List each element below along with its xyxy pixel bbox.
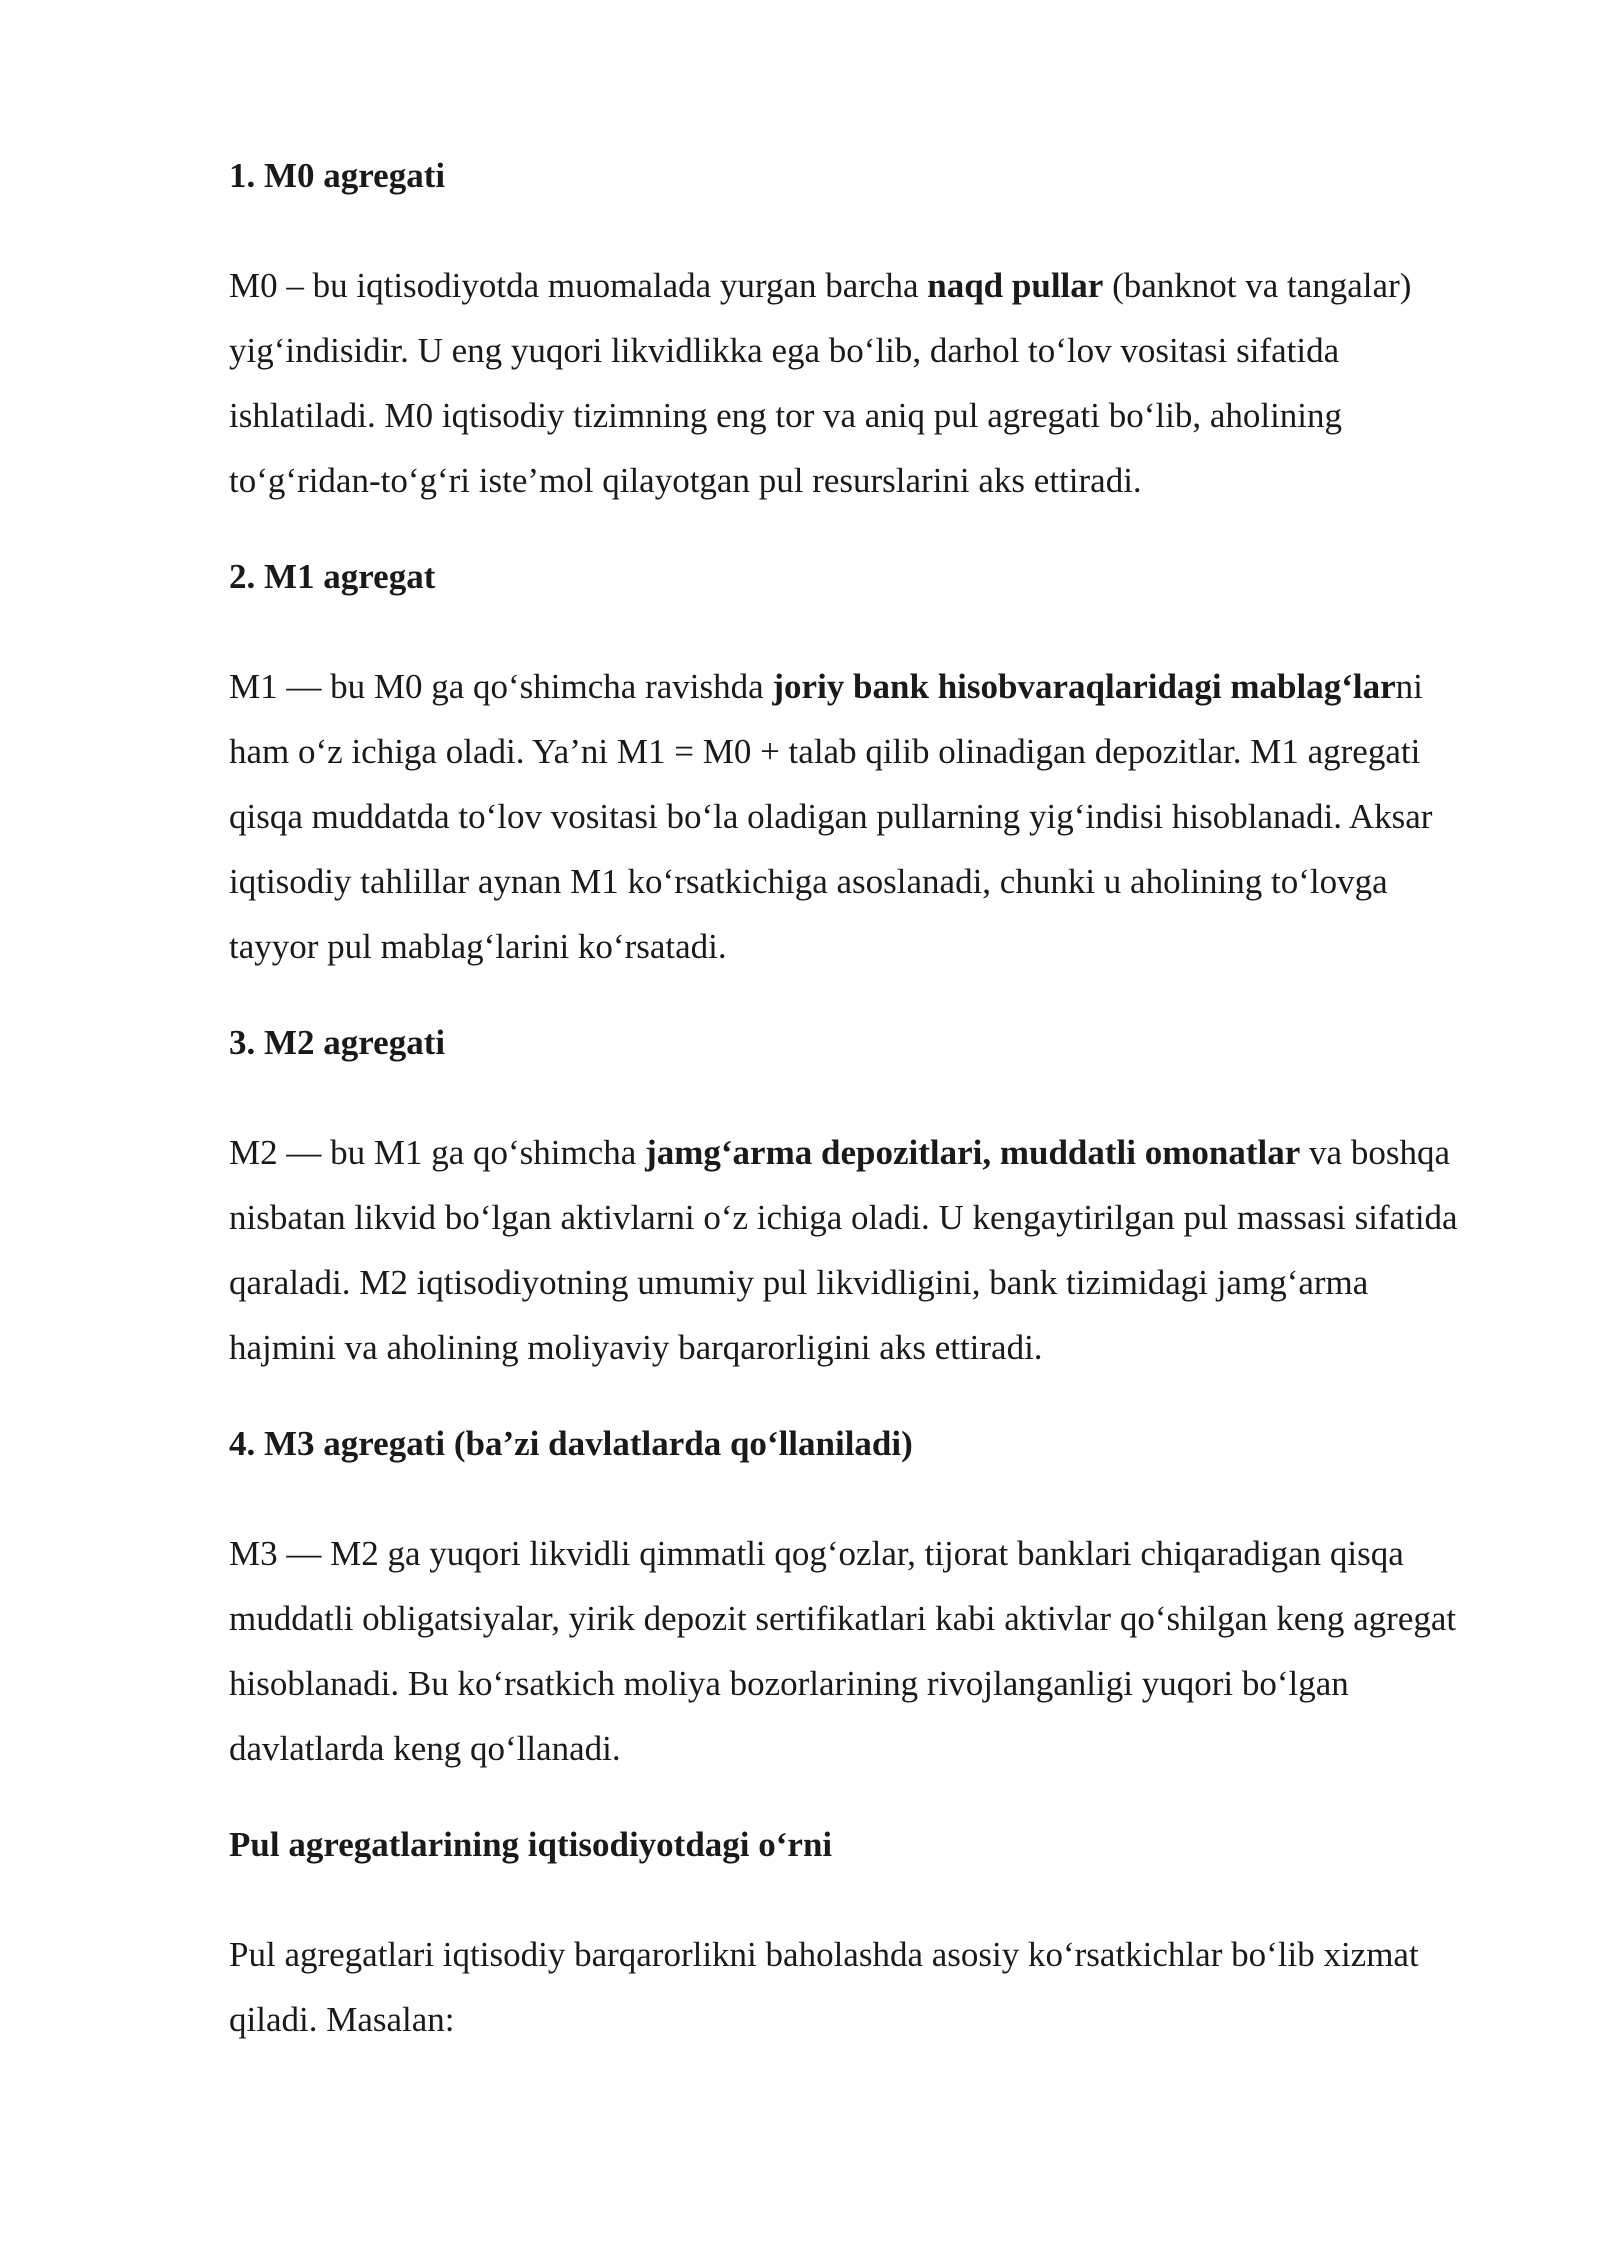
section-paragraph-m3 xyxy=(229,1521,1469,1781)
paragraph-text: ni ham o‘z ichiga oladi. Ya’ni M1 = M0 + talab qilib olinadigan depozitlar. M1 agregati qisqa muddatda to‘lov vositasi bo‘la oladigan pullarning yig‘indisi hisoblanadi. Aksar iqtisodiy tahlillar aynan M1 ko‘rsatkichiga asoslanadi, chunki u aholining to‘lovga tayyor pul mablag‘larini ko‘rsatadi. xyxy=(229,667,1433,966)
paragraph-text: M1 — bu M0 ga qo‘shimcha ravishda xyxy=(229,667,773,706)
paragraph-bold-text: naqd pullar xyxy=(927,266,1104,305)
paragraph-text: M3 — M2 ga yuqori likvidli qimmatli qog‘ozlar, tijorat banklari chiqaradigan qisqa muddatli obligatsiyalar, yirik depozit sertifikatlari kabi aktivlar qo‘shilgan keng agregat hisoblanadi. Bu ko‘rsatkich moliya bozorlarining rivojlanganligi yuqori bo‘lgan davlatlarda keng qo‘llanadi. xyxy=(229,1534,1457,1768)
section-heading-m3: 4. M3 agregati (ba’zi davlatlarda qo‘llaniladi) xyxy=(229,1424,913,1463)
section-paragraph-m0 xyxy=(229,253,1469,513)
section-heading-m0: 1. M0 agregati xyxy=(229,156,446,195)
paragraph-text: (banknot va tangalar) yig‘indisidir. U eng yuqori likvidlikka ega bo‘lib, darhol to‘lov vositasi sifatida ishlatiladi. M0 iqtisodiy tizimning eng tor va aniq pul agregati bo‘lib, aholining to‘g‘ridan-to‘g‘ri iste’mol qilayotgan pul resurslarini aks ettiradi. xyxy=(229,266,1412,500)
paragraph-text: M0 – bu iqtisodiyotda muomalada yurgan barcha xyxy=(229,266,928,305)
section-heading-m2: 3. M2 agregati xyxy=(229,1023,446,1062)
paragraph-text: M2 — bu M1 ga qo‘shimcha xyxy=(229,1133,646,1172)
section-paragraph-m1 xyxy=(229,654,1469,979)
paragraph-text: Pul agregatlari iqtisodiy barqarorlikni baholashda asosiy ko‘rsatkichlar bo‘lib xizmat qiladi. Masalan: xyxy=(229,1935,1419,2039)
section-paragraph-role xyxy=(229,1922,1469,2052)
section-heading-role: Pul agregatlarining iqtisodiyotdagi o‘rni xyxy=(229,1825,833,1864)
paragraph-text: va boshqa nisbatan likvid bo‘lgan aktivlarni o‘z ichiga oladi. U kengaytirilgan pul massasi sifatida qaraladi. M2 iqtisodiyotning umumiy pul likvidligini, bank tizimidagi jamg‘arma hajmini va aholining moliyaviy barqarorligini aks ettiradi. xyxy=(229,1133,1458,1367)
section-paragraph-m2 xyxy=(229,1120,1469,1380)
section-heading-m1: 2. M1 agregat xyxy=(229,557,436,596)
document-page xyxy=(229,148,1469,2052)
paragraph-bold-text: jamg‘arma depozitlari, muddatli omonatlar xyxy=(645,1133,1301,1172)
paragraph-bold-text: joriy bank hisobvaraqlaridagi mablag‘lar xyxy=(772,667,1396,706)
